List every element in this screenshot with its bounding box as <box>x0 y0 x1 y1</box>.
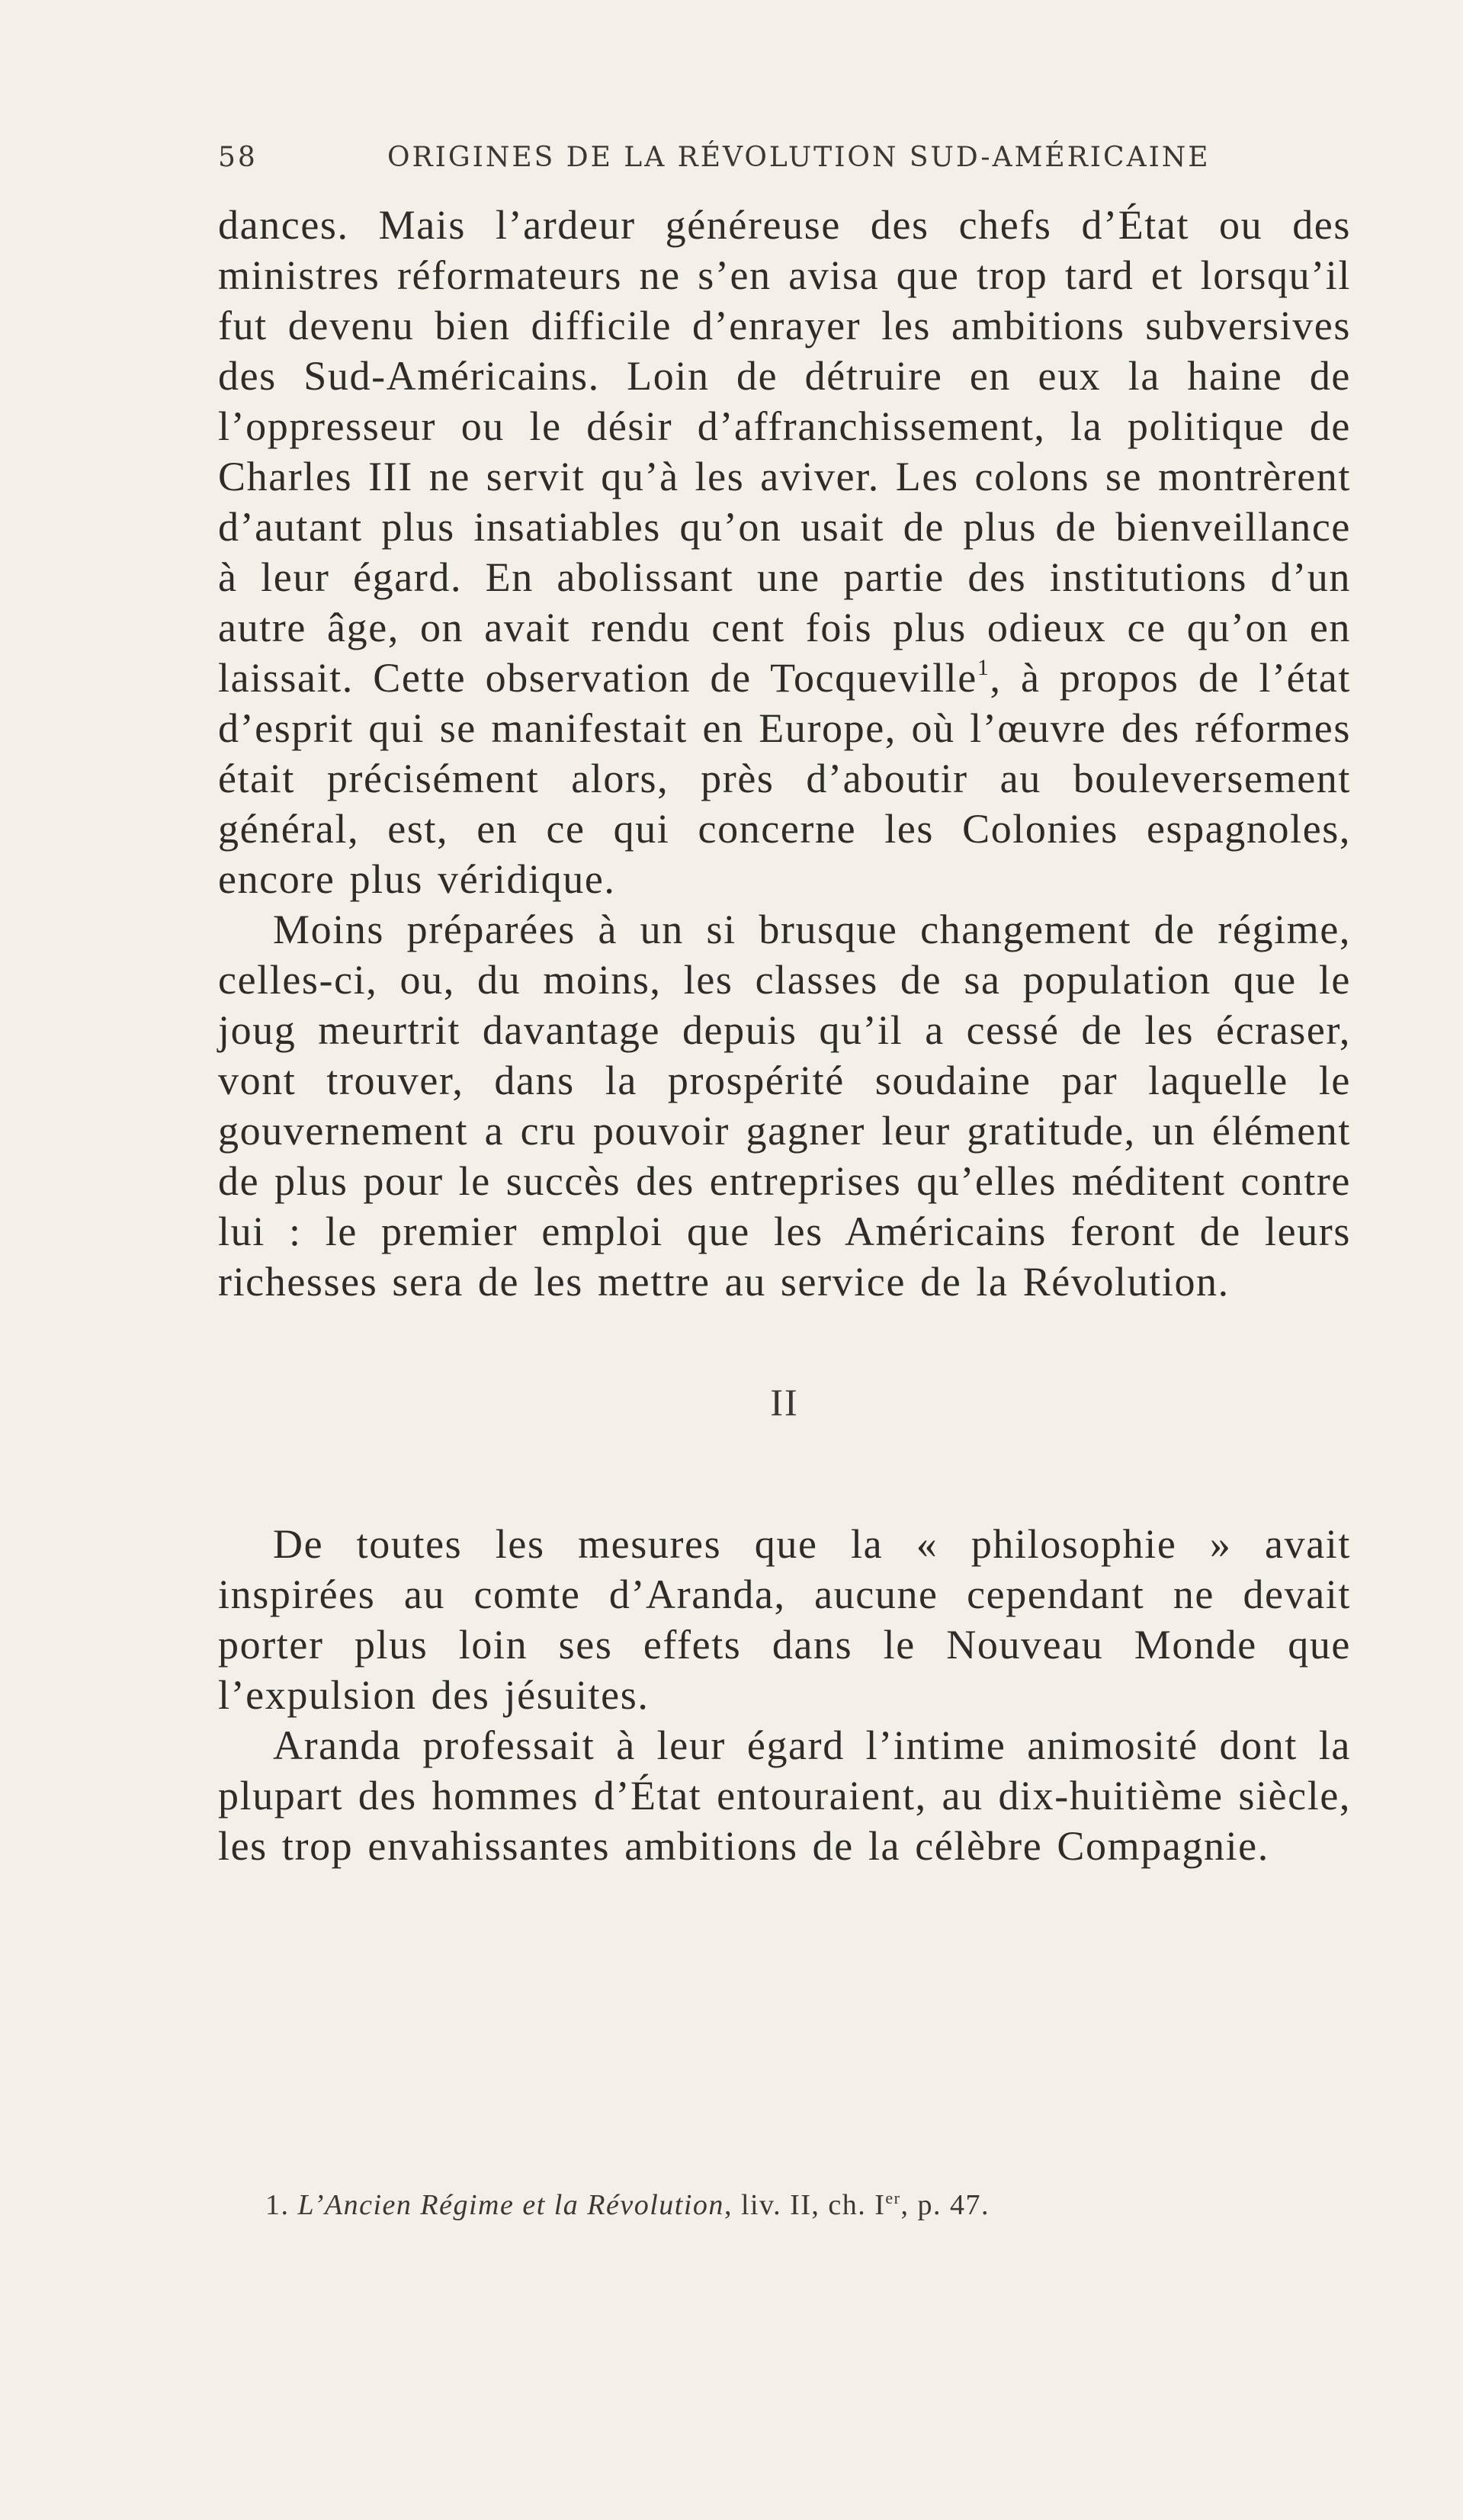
footnote-ref-prefix: , liv. II, ch. I <box>723 2189 886 2221</box>
main-text <box>218 200 1351 1871</box>
running-title: ORIGINES DE LA RÉVOLUTION SUD-AMÉRICAINE <box>387 142 1211 173</box>
footnote-reference: 1 <box>977 655 990 680</box>
page-number: 58 <box>218 142 258 173</box>
footnote-number: 1. <box>265 2189 290 2221</box>
paragraph-3: De toutes les mesures que la « philosophie » avait inspirées au comte d’Aranda, aucune cependant ne devait porter plus loin ses effets dans le Nouveau Monde que l’expulsion des jésuites. <box>218 1521 1351 1718</box>
paragraph-2: Moins préparées à un si brusque changement de régime, celles-ci, ou, du moins, les classes de sa population que le joug meurtrit davantage depuis qu’il a cessé de les écraser, vont trouver, dans la prospérité soudaine par laquelle le gouvernement a cru pouvoir gagner leur gratitude, un élément de plus pour le succès des entreprises qu’elles méditent contre lui : le premier emploi que les Américains feront de leurs richesses sera de les mettre au service de la Révolution. <box>218 907 1351 1305</box>
paragraph-4: Aranda professait à leur égard l’intime animosité dont la plupart des hommes d’État entouraient, au dix-huitième siècle, les trop envahissantes ambitions de la célèbre Compagnie. <box>218 1722 1351 1869</box>
section-heading: II <box>770 1381 799 1424</box>
footnote <box>265 2188 1302 2222</box>
paragraph-1 <box>218 200 1351 904</box>
footnote-work-title: L’Ancien Régime et la Révolution <box>297 2189 724 2221</box>
paragraph-1-continuation: , à propos de l’état d’esprit qui se manifestait en Europe, où l’œuvre des réformes était précisément alors, près d’aboutir au bouleversement général, est, en ce qui concerne les Colonies espagnoles, encore plus véridique. <box>218 655 1351 902</box>
paragraph-1-text: dances. Mais l’ardeur généreuse des chefs d’État ou des ministres réformateurs ne s’en avisa que trop tard et lorsqu’il fut devenu bien difficile d’enrayer les ambitions subversives des Sud-Américains. Loin de détruire en eux la haine de l’oppresseur ou le désir d’affranchissement, la politique de Charles III ne servit qu’à les aviver. Les colons se montrèrent d’autant plus insatiables qu’on usait de plus de bienveillance à leur égard. En abolissant une partie des institutions d’un autre âge, on avait rendu cent fois plus odieux ce qu’on en laissait. Cette observation de Tocqueville <box>218 202 1351 701</box>
footnote-ref-superscript: er <box>885 2188 901 2207</box>
footnote-ref-suffix: , p. 47. <box>900 2189 990 2221</box>
